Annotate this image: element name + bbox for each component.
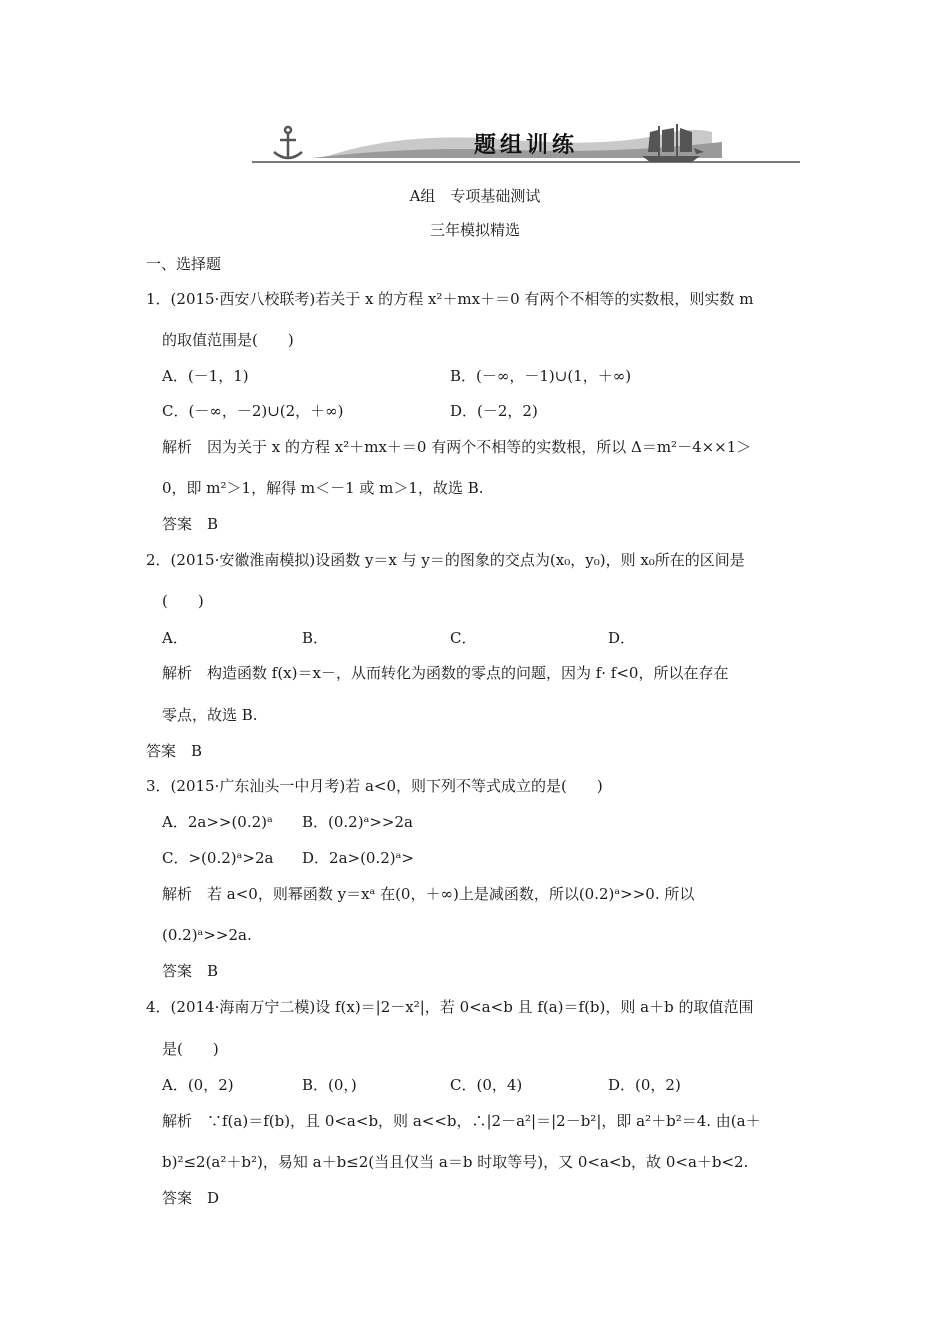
q4-answer: 答案 D bbox=[162, 1189, 220, 1207]
q4-option-c: C．(0，4) bbox=[450, 1076, 523, 1094]
q4-analysis-line2: b)²≤2(a²＋b²)，易知 a＋b≤2(当且仅当 a＝b 时取等号)，又 0<a<b，故 0<a＋b<2. bbox=[162, 1153, 749, 1171]
q3-analysis-line1: 解析 若 a<0，则幂函数 y＝xᵃ 在(0，＋∞)上是减函数，所以(0.2)ᵃ>>0. 所以 bbox=[162, 885, 695, 903]
q3-option-a: A．2a>>(0.2)ᵃ bbox=[162, 813, 273, 831]
q2-option-d: D． bbox=[608, 629, 636, 647]
section-title: 一、选择题 bbox=[146, 255, 222, 273]
q4-option-d: D．(0，2) bbox=[608, 1076, 681, 1094]
q4-analysis-line1: 解析 ∵f(a)＝f(b)，且 0<a<b，则 a<<b，∴|2－a²|＝|2－b²|，即 a²＋b²＝4. 由(a＋ bbox=[162, 1112, 761, 1130]
q3-stem-line1: 3．(2015·广东汕头一中月考)若 a<0，则下列不等式成立的是( ) bbox=[146, 777, 603, 795]
q2-analysis-line2: 零点，故选 B. bbox=[162, 706, 258, 724]
q2-option-c: C． bbox=[450, 629, 477, 647]
q2-analysis-line1: 解析 构造函数 f(x)＝x－，从而转化为函数的零点的问题，因为 f· f<0，所以在存在 bbox=[162, 664, 729, 682]
q2-option-a: A． bbox=[162, 629, 188, 647]
q3-option-c: C．>(0.2)ᵃ>2a bbox=[162, 849, 274, 867]
q1-stem-line2: 的取值范围是( ) bbox=[162, 331, 294, 349]
banner-title: 题组训练 bbox=[473, 133, 578, 158]
q3-option-b: B．(0.2)ᵃ>>2a bbox=[302, 813, 413, 831]
q1-analysis-line1: 解析 因为关于 x 的方程 x²＋mx＋＝0 有两个不相等的实数根，所以 Δ＝m²－4××1＞ bbox=[162, 438, 752, 456]
q1-analysis-line2: 0，即 m²＞1，解得 m＜－1 或 m＞1，故选 B. bbox=[162, 479, 484, 497]
q2-stem-line2: ( ) bbox=[162, 592, 204, 610]
group-heading: A组 专项基础测试 bbox=[409, 187, 541, 205]
q1-option-d: D．(－2，2) bbox=[450, 402, 538, 420]
q3-answer: 答案 B bbox=[162, 962, 219, 980]
q1-option-b: B．(－∞，－1)∪(1，＋∞) bbox=[450, 367, 632, 385]
q3-option-d: D．2a>(0.2)ᵃ> bbox=[302, 849, 414, 867]
q1-option-a: A．(－1，1) bbox=[162, 367, 249, 385]
q1-option-c: C．(－∞，－2)∪(2，＋∞) bbox=[162, 402, 344, 420]
q4-option-b: B．(0，) bbox=[302, 1076, 357, 1094]
q4-option-a: A．(0，2) bbox=[162, 1076, 234, 1094]
section-banner bbox=[252, 118, 800, 168]
q4-stem-line1: 4．(2014·海南万宁二模)设 f(x)＝|2－x²|，若 0<a<b 且 f(a)＝f(b)，则 a＋b 的取值范围 bbox=[146, 998, 754, 1016]
q2-option-b: B． bbox=[302, 629, 329, 647]
sub-heading: 三年模拟精选 bbox=[429, 221, 520, 239]
q1-stem-line1: 1．(2015·西安八校联考)若关于 x 的方程 x²＋mx＋＝0 有两个不相等的实数根，则实数 m bbox=[146, 290, 754, 308]
q4-stem-line2: 是( ) bbox=[162, 1040, 219, 1058]
q1-answer: 答案 B bbox=[162, 515, 219, 533]
q3-analysis-line2: (0.2)ᵃ>>2a. bbox=[162, 926, 252, 944]
q2-answer: 答案 B bbox=[146, 742, 203, 760]
q2-stem-line1: 2．(2015·安徽淮南模拟)设函数 y＝x 与 y＝的图象的交点为(x₀，y₀)，则 x₀所在的区间是 bbox=[146, 551, 745, 569]
